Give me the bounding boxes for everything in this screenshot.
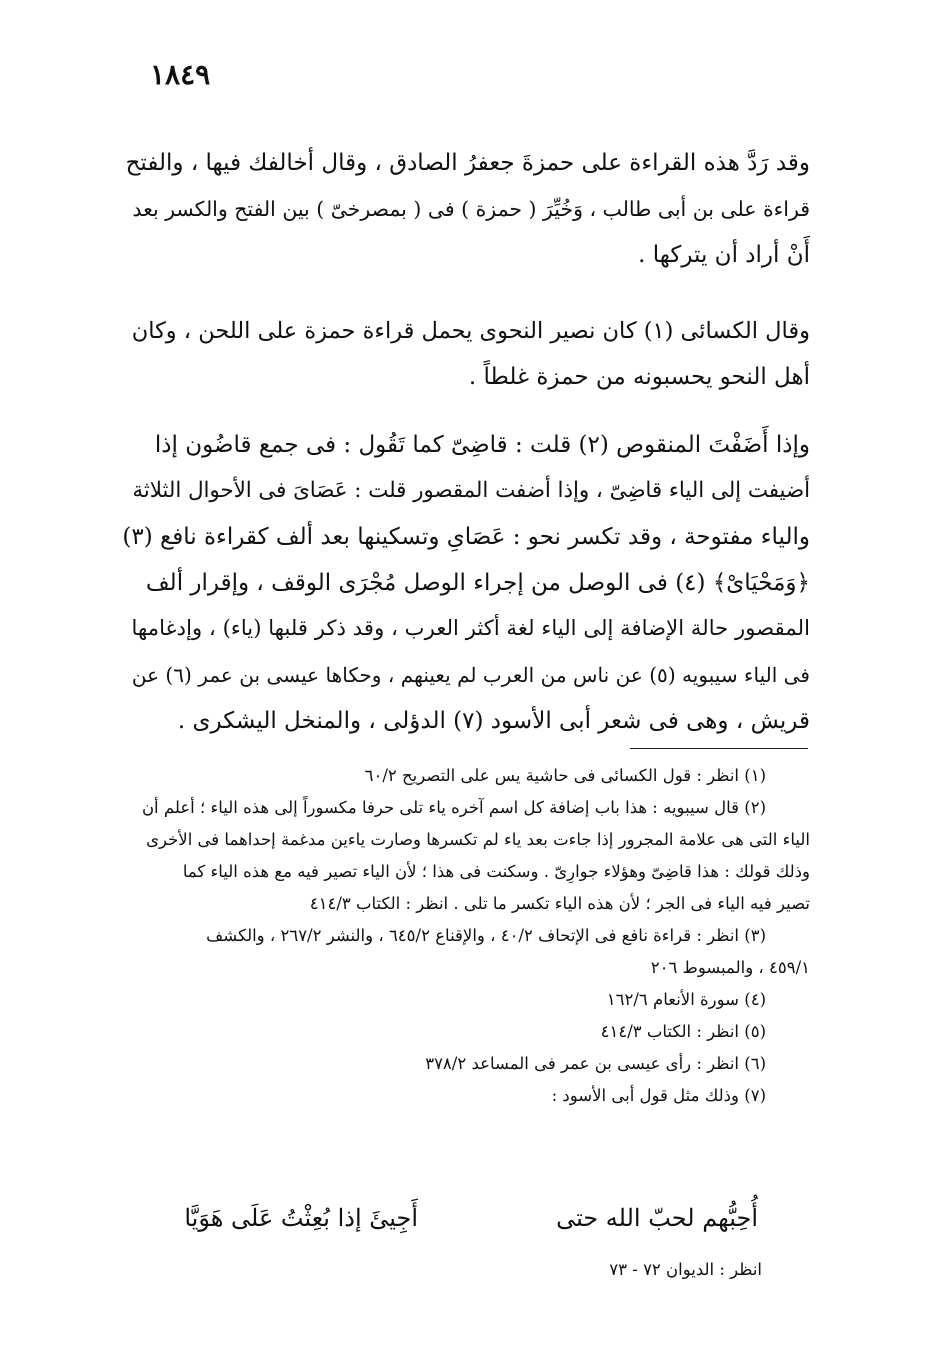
paragraph-line: وقال الكسائى (١) كان نصير النحوى يحمل قراءة حمزة على اللحن ، وكان <box>131 318 810 344</box>
paragraph-2 <box>118 308 810 400</box>
footnote-line: (٧) وذلك مثل قول أبى الأسود : <box>551 1086 766 1105</box>
paragraph-line: أضيفت إلى الياء قاضِىّ ، وإذا أضفت المقصور قلت : عَصَاىَ فى الأحوال الثلاثة <box>132 478 810 503</box>
paragraph-line: أَنْ أراد أن يتركها . <box>638 242 810 268</box>
footnote-line: وذلك قولك : هذا قاضِىّ وهؤلاء جوارِىّ . وسكنت فى هذا ؛ لأن الياء تصير فيه مع هذه الياء كما <box>182 862 810 881</box>
footnote-separator <box>630 748 808 749</box>
footnote-line: (٢) قال سيبويه : هذا باب إضافة كل اسم آخره ياء تلى حرفا مكسوراً إلى هذه الياء ؛ أعلم أن <box>141 798 766 817</box>
paragraph-line: وإذا أَضَفْتَ المنقوص (٢) قلت : قاضِىّ كما تَقُول : فى جمع قاضُون إذا <box>154 432 810 458</box>
verse-hemistich-first: أُحِبُّهم لحبّ الله حتى <box>556 1204 758 1232</box>
footnote-line: (١) انظر : قول الكسائى فى حاشية يس على التصريح ٦٠/٢ <box>364 766 766 785</box>
verse-hemistich-second: أَجِيئَ إذا بُعِثْتُ عَلَى هَوَيَّا <box>184 1204 418 1232</box>
footnote-line: (٤) سورة الأنعام ١٦٢/٦ <box>606 990 766 1009</box>
verse-reference: انظر : الديوان ٧٢ - ٧٣ <box>609 1260 762 1279</box>
paragraph-line: ﴿وَمَحْيَاىْ﴾ (٤) فى الوصل من إجراء الوصل مُجْرَى الوقف ، وإقرار ألف <box>145 570 810 596</box>
paragraph-line: قراءة على بن أبى طالب ، وَخُيِّرَ ( حمزة ) فى ( بمصرخىّ ) بين الفتح والكسر بعد <box>132 197 810 221</box>
footnote-line: (٦) انظر : رأى عيسى بن عمر فى المساعد ٣٧٨/٢ <box>425 1054 766 1073</box>
footnote-line: (٥) انظر : الكتاب ٤١٤/٣ <box>600 1022 766 1041</box>
paragraph-line: فى الياء سيبويه (٥) عن ناس من العرب لم يعينهم ، وحكاها عيسى بن عمر (٦) عن <box>131 663 810 687</box>
footnotes <box>118 760 810 1112</box>
footnote-line: (٣) انظر : قراءة نافع فى الإتحاف ٤٠/٢ ، والإقناع ٦٤٥/٢ ، والنشر ٢٦٧/٢ ، والكشف <box>206 926 766 945</box>
footnote-line: ٤٥٩/١ ، والمبسوط ٢٠٦ <box>650 958 810 977</box>
paragraph-line: قريش ، وهى فى شعر أبى الأسود (٧) الدؤلى ، والمنخل اليشكرى . <box>177 708 810 734</box>
footnote-line: تصير فيه الياء فى الجر ؛ لأن هذه الياء تكسر ما تلى . انظر : الكتاب ٤١٤/٣ <box>309 894 810 913</box>
paragraph-line: وقد رَدَّ هذه القراءة على حمزةَ جعفرُ الصادق ، وقال أخالفك فيها ، والفتح <box>125 150 810 176</box>
paragraph-line: المقصور حالة الإضافة إلى الياء لغة أكثر العرب ، وقد ذكر قلبها (ياء) ، وإدغامها <box>131 616 810 641</box>
page-number: ١٨٤٩ <box>150 58 211 91</box>
paragraph-1 <box>118 140 810 278</box>
paragraph-3 <box>118 422 810 744</box>
footnote-line: الياء التى هى علامة المجرور إذا جاءت بعد ياء لم تكسرها وصارت ياءين مدغمة إحداهما فى الأخرى <box>146 830 810 849</box>
paragraph-line: أهل النحو يحسبونه من حمزة غلطاً . <box>468 364 810 390</box>
paragraph-line: والياء مفتوحة ، وقد تكسر نحو : عَصَاىِ وتسكينها بعد ألف كقراءة نافع (٣) <box>122 524 810 550</box>
